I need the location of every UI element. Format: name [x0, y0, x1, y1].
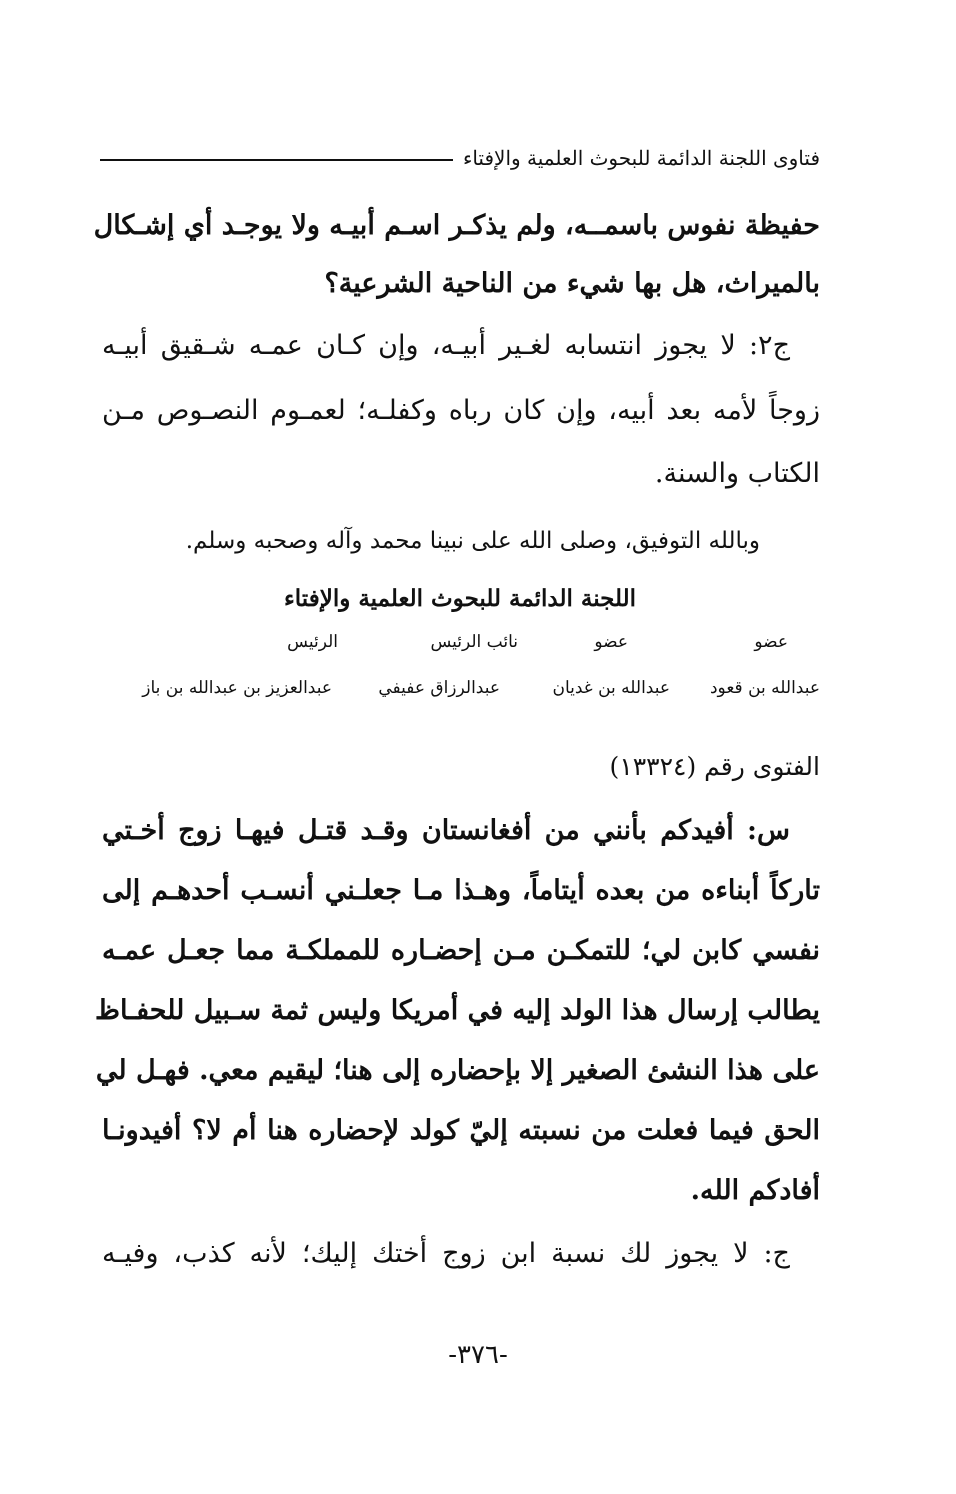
question-line-3: نفسي كابن لي؛ للتمكـن مـن إحضـاره للمملكـة مما جعـل عمـه: [102, 935, 820, 966]
answer-2-line-3: الكتاب والسنة.: [654, 458, 820, 489]
fatwa-number: الفتوى رقم (١٣٣٢٤): [609, 752, 820, 781]
running-head-title: فتاوى اللجنة الدائمة للبحوث العلمية والإفتاء: [462, 146, 820, 170]
committee-member-name: عبدالرزاق عفيفي: [378, 678, 500, 698]
answer-2-line-1: ج٢: لا يجوز انتسابه لغـير أبيـه، وإن كـان عمـه شـقيق أبيـه: [102, 330, 790, 361]
question-line-4: يطالب إرسال هذا الولد إليه في أمريكا وليس ثمة سـبيل للحفـاظ: [95, 995, 820, 1026]
committee-role: عضو: [754, 632, 788, 652]
committee-names-row: [100, 678, 820, 698]
committee-member-name: عبدالله بن غديان: [552, 678, 670, 698]
answer-line-1: ج: لا يجوز لك نسبة ابن زوج أختك إليك؛ لأنه كذب، وفيـه: [102, 1238, 790, 1269]
question-continuation-line-2: بالميراث، هل بها شيء من الناحية الشرعية؟: [324, 268, 820, 299]
committee-title: اللجنة الدائمة للبحوث العلمية والإفتاء: [283, 585, 637, 612]
committee-member-name: عبدالعزيز بن عبدالله بن باز: [142, 678, 332, 698]
question-line-7: أفادكم الله.: [690, 1175, 820, 1206]
question-continuation-line-1: حفيظة نفوس باسمــه، ولم يذكـر اسـم أبيـه ولا يوجـد أي إشـكال: [93, 210, 820, 241]
question-line-1: س: أفيدكم بأنني من أفغانستان وقـد قتـل فيهـا زوج أخـتي: [102, 815, 790, 846]
question-line-2: تاركاً أبناءه من بعده أيتاماً، وهـذا مـا جعلـني أنسـب أحدهـم إلى: [102, 875, 820, 906]
committee-role: نائب الرئيس: [430, 632, 518, 652]
committee-member-name: عبدالله بن قعود: [709, 678, 820, 698]
closing-formula: وبالله التوفيق، وصلى الله على نبينا محمد وآله وصحبه وسلم.: [185, 528, 760, 554]
question-line-6: الحق فيما فعلت من نسبته إليّ كولد لإحضاره هنا أم لا؟ أفيدونـا: [102, 1115, 820, 1146]
answer-2-line-2: زوجاً لأمه بعد أبيه، وإن كان رباه وكفلـه؛ لعمـوم النصـوص مـن: [102, 395, 820, 426]
running-head: [100, 146, 820, 170]
page-number: -٣٧٦-: [448, 1340, 508, 1370]
committee-role: عضو: [594, 632, 628, 652]
committee-roles-row: [100, 632, 820, 652]
question-line-5: على هذا النشئ الصغير إلا بإحضاره إلى هنا؛ ليقيم معي. فهـل لي: [95, 1055, 820, 1086]
running-head-rule: [100, 159, 453, 161]
committee-role: الرئيس: [287, 632, 338, 652]
